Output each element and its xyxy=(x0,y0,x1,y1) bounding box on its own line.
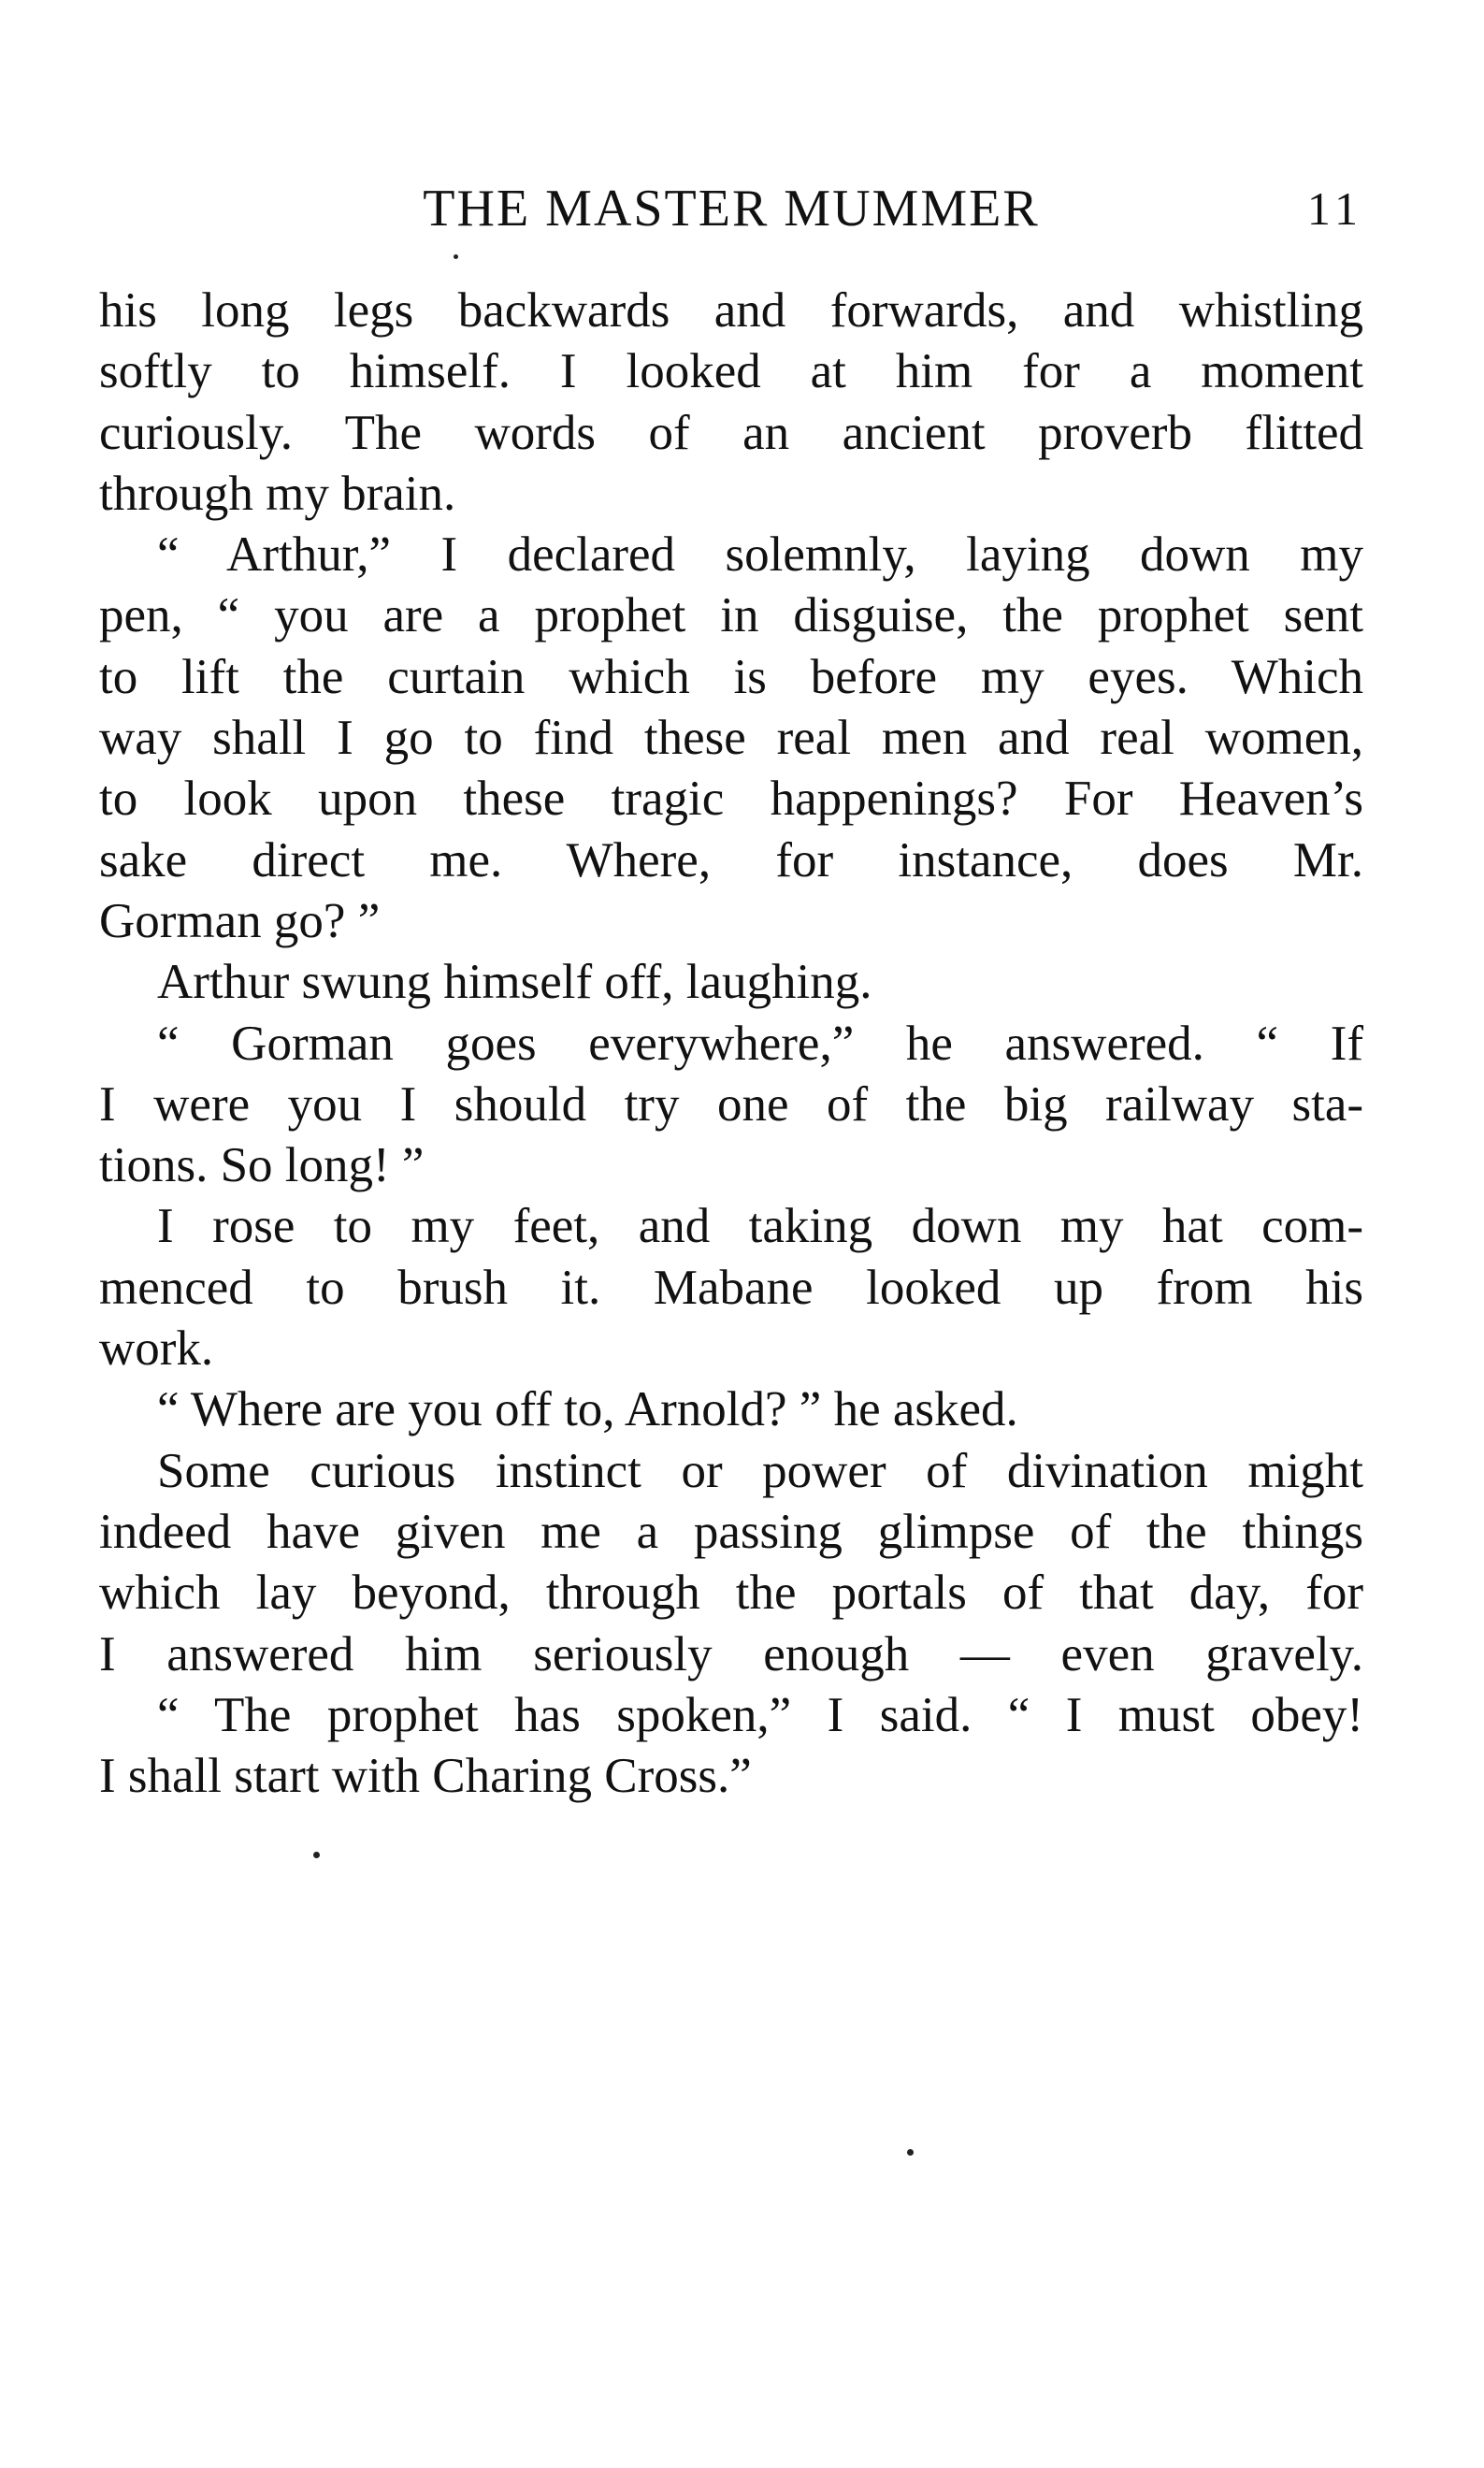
text-line: “ The prophet has spoken,” I said. “ I must obey! xyxy=(157,1687,1363,1742)
text-line: through my brain. xyxy=(99,466,456,521)
print-speck xyxy=(454,254,458,259)
page-number: 11 xyxy=(1306,182,1363,235)
running-title: THE MASTER MUMMER xyxy=(423,180,1040,238)
text-line: which lay beyond, through the portals of that day, for xyxy=(99,1566,1363,1621)
text-line: I were you I should try one of the big railway sta- xyxy=(99,1076,1363,1132)
print-speck xyxy=(907,2149,914,2156)
text-line: to lift the curtain which is before my eyes. Which xyxy=(99,649,1363,704)
text-line: menced to brush it. Mabane looked up from his xyxy=(99,1260,1363,1315)
text-line: indeed have given me a passing glimpse of the things xyxy=(99,1504,1363,1559)
running-head xyxy=(99,176,1363,241)
text-line: softly to himself. I looked at him for a moment xyxy=(99,344,1363,399)
text-line: pen, “ you are a prophet in disguise, the prophet sent xyxy=(99,588,1363,643)
text-line: curiously. The words of an ancient proverb flitted xyxy=(99,405,1363,460)
text-line: “ Gorman goes everywhere,” he answered. “ If xyxy=(157,1016,1363,1071)
text-line: to look upon these tragic happenings? For Heaven’s xyxy=(99,772,1363,827)
text-line: I shall start with Charing Cross.” xyxy=(99,1749,752,1804)
text-line: tions. So long! ” xyxy=(99,1138,425,1193)
body-text xyxy=(99,281,1363,1807)
text-line: Gorman go? ” xyxy=(99,893,381,948)
text-line: “ Arthur,” I declared solemnly, laying down my xyxy=(157,527,1363,583)
text-line: Arthur swung himself off, laughing. xyxy=(157,955,872,1010)
print-speck xyxy=(313,1852,320,1858)
text-line: I answered him seriously enough — even gravely. xyxy=(99,1626,1363,1681)
text-line: sake direct me. Where, for instance, does Mr. xyxy=(99,832,1363,888)
text-line: his long legs backwards and forwards, and whistling xyxy=(99,283,1363,338)
text-line: work. xyxy=(99,1321,214,1377)
text-line: Some curious instinct or power of divination might xyxy=(157,1443,1363,1498)
text-line: way shall I go to find these real men and real women, xyxy=(99,711,1363,766)
text-line: I rose to my feet, and taking down my hat com- xyxy=(157,1199,1363,1254)
text-line: “ Where are you off to, Arnold? ” he asked. xyxy=(157,1382,1018,1437)
